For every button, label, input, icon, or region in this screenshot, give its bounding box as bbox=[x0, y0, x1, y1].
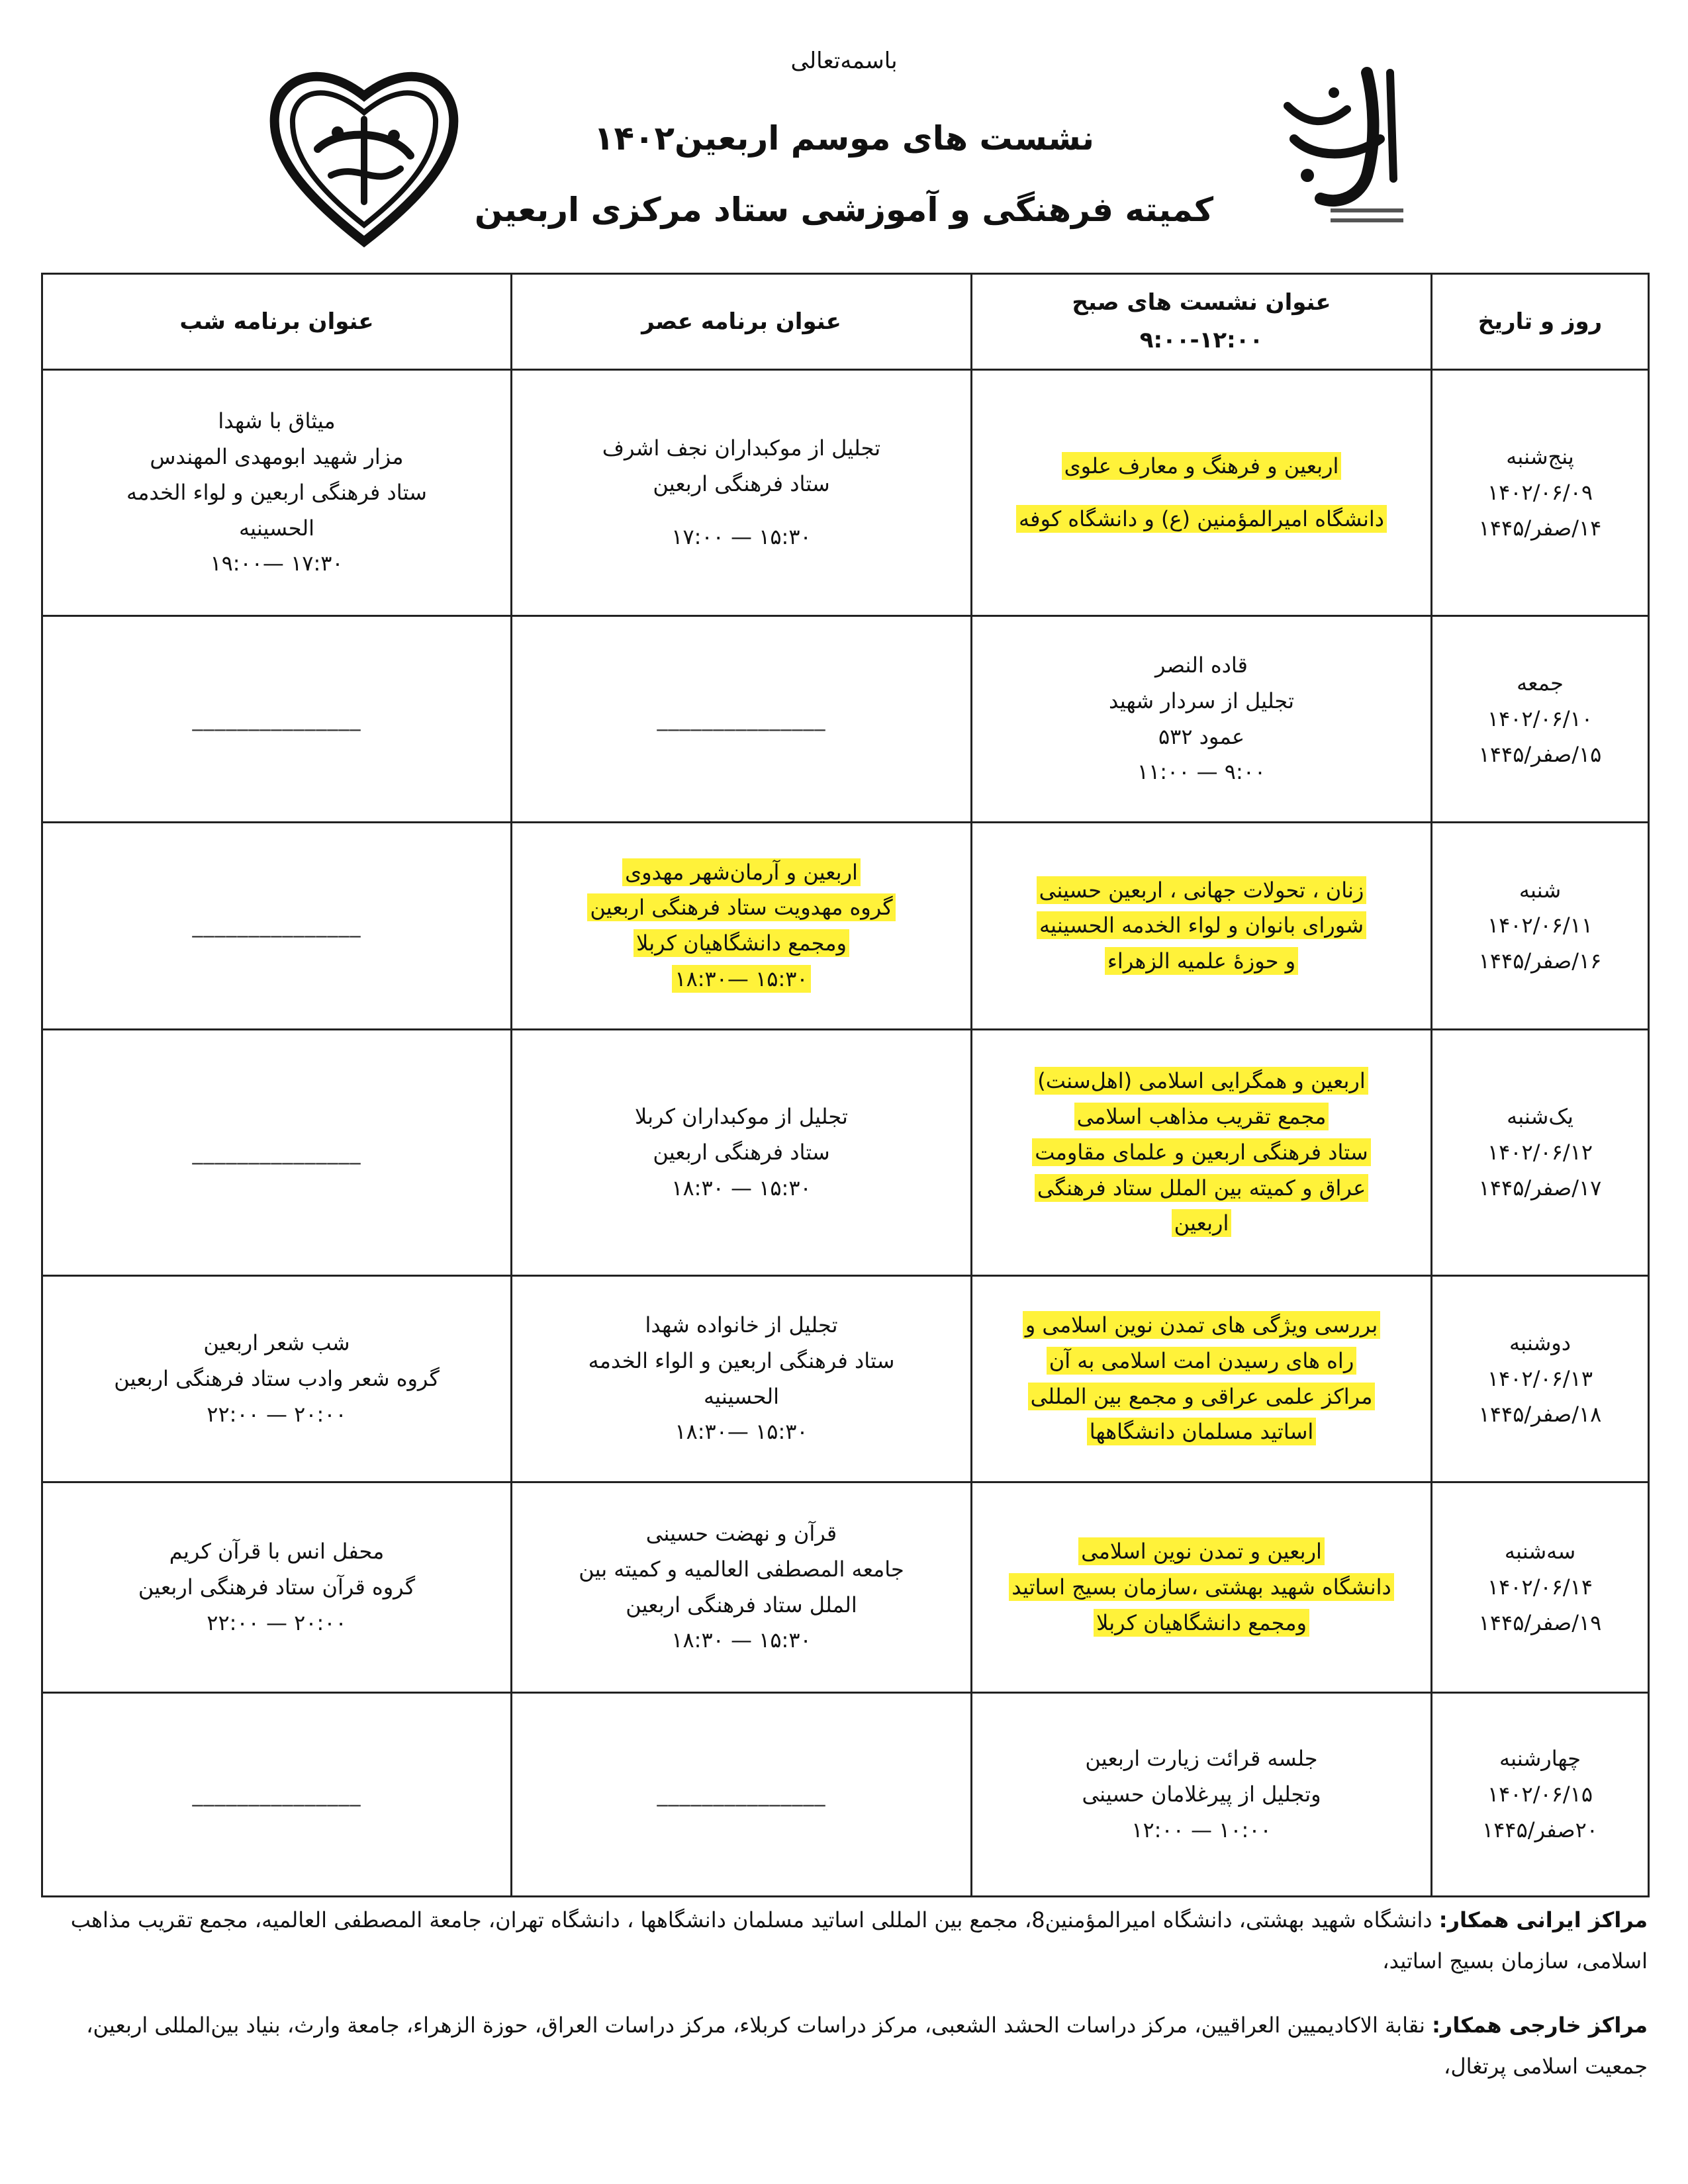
morning-cell bbox=[972, 1030, 1432, 1276]
schedule-table bbox=[41, 273, 1650, 1897]
date-cell bbox=[1432, 370, 1649, 616]
afternoon-cell bbox=[512, 823, 972, 1030]
page-title: نشست های موسم اربعین۱۴۰۲ bbox=[593, 119, 1095, 158]
table-row bbox=[42, 823, 1649, 1030]
morning-line: شورای بانوان و لواء الخدمه الحسینیه bbox=[1037, 911, 1366, 939]
night-line: گروه شعر وادب ستاد فرهنگی اربعین bbox=[114, 1365, 440, 1391]
lunar-date: ۱۷/صفر/۱۴۴۵ bbox=[1478, 1175, 1602, 1201]
morning-line: اربعین و تمدن نوین اسلامی bbox=[1078, 1537, 1325, 1565]
morning-line: اساتید مسلمان دانشگاهها bbox=[1087, 1418, 1317, 1445]
afternoon-line: قرآن و نهضت حسینی bbox=[645, 1521, 837, 1547]
night-time: ۱۷:۳۰ —۱۹:۰۰ bbox=[210, 551, 344, 576]
morning-line: جلسه قرائت زیارت اربعین bbox=[1085, 1746, 1318, 1772]
bismillah: باسمه‌تعالی bbox=[790, 48, 898, 74]
afternoon-line: ستاد فرهنگی اربعین bbox=[653, 1139, 830, 1165]
date-cell bbox=[1432, 1482, 1649, 1693]
afternoon-line: ستاد فرهنگی اربعین bbox=[653, 471, 830, 496]
header-date: روز و تاریخ bbox=[1432, 274, 1649, 370]
morning-cell bbox=[972, 616, 1432, 823]
night-line: شب شعر اربعین bbox=[203, 1330, 350, 1356]
morning-cell bbox=[972, 370, 1432, 616]
day-name: چهارشنبه bbox=[1499, 1746, 1581, 1772]
afternoon-cell bbox=[512, 1693, 972, 1897]
day-name: یک‌شنبه bbox=[1507, 1104, 1573, 1130]
afternoon-line: تجلیل از خانواده شهدا bbox=[645, 1312, 838, 1338]
night-cell bbox=[42, 1482, 512, 1693]
morning-line: بررسی ویژگی های تمدن نوین اسلامی و bbox=[1023, 1311, 1381, 1339]
table-row bbox=[42, 616, 1649, 823]
day-name: سه‌شنبه bbox=[1504, 1539, 1576, 1565]
morning-cell bbox=[972, 1693, 1432, 1897]
solar-date: ۱۴۰۲/۰۶/۱۰ bbox=[1487, 705, 1593, 731]
header-night: عنوان برنامه شب bbox=[42, 274, 512, 370]
night-line: میثاق با شهدا bbox=[218, 408, 336, 434]
day-name: پنج‌شنبه bbox=[1506, 444, 1574, 470]
day-name: دوشنبه bbox=[1509, 1330, 1571, 1356]
table-header-row bbox=[42, 274, 1649, 370]
day-name: جمعه bbox=[1517, 670, 1564, 696]
foreign-partners bbox=[41, 2005, 1648, 2087]
table-row bbox=[42, 370, 1649, 616]
afternoon-time: ۱۵:۳۰ —۱۸:۳۰ bbox=[672, 965, 810, 993]
night-line: ستاد فرهنگی اربعین و لواء الخدمه bbox=[126, 479, 427, 505]
header-morning-title: عنوان نشست های صبح bbox=[1072, 289, 1331, 316]
empty-dash: _______________ bbox=[192, 1781, 361, 1807]
morning-line: عمود ۵۳۲ bbox=[1158, 723, 1245, 749]
afternoon-line: تجلیل از موکبداران کربلا bbox=[635, 1104, 848, 1130]
night-line: مزار شهید ابومهدی المهندس bbox=[150, 444, 404, 470]
morning-line: راه های رسیدن امت اسلامی به آن bbox=[1047, 1347, 1357, 1375]
foreign-partners-label: مراکز خارجی همکار: bbox=[1432, 2012, 1648, 2038]
morning-line: مراکز علمی عراقی و مجمع بین المللی bbox=[1028, 1383, 1376, 1410]
day-name: شنبه bbox=[1519, 877, 1562, 903]
solar-date: ۱۴۰۲/۰۶/۱۲ bbox=[1487, 1139, 1593, 1165]
morning-time: ۱۰:۰۰ — ۱۲:۰۰ bbox=[1131, 1817, 1272, 1843]
afternoon-cell bbox=[512, 1030, 972, 1276]
morning-line: مجمع تقریب مذاهب اسلامی bbox=[1074, 1103, 1329, 1130]
heart-calligraphy-logo bbox=[265, 56, 463, 248]
arbaeen-logo bbox=[1268, 60, 1427, 232]
night-line: محفل انس با قرآن کریم bbox=[169, 1539, 385, 1565]
afternoon-line: تجلیل از موکبداران نجف اشرف bbox=[602, 435, 881, 461]
empty-dash: _______________ bbox=[657, 1781, 826, 1807]
foreign-partners-text: نقابة الاکادیمیین العراقیین، مرکز دراسات الحشد الشعبی، مرکز دراسات کربلاء، مرکز دراسات العراق، حوزة الزهراء، جامعة وارث، بنیاد بین‌المللی اربعین، جمعیت اسلامی پرتغال، bbox=[86, 2012, 1648, 2079]
night-time: ۲۰:۰۰ — ۲۲:۰۰ bbox=[207, 1401, 347, 1427]
night-time: ۲۰:۰۰ — ۲۲:۰۰ bbox=[207, 1610, 347, 1635]
morning-cell bbox=[972, 1482, 1432, 1693]
empty-dash: _______________ bbox=[192, 1139, 361, 1165]
iranian-partners-text: دانشگاه شهید بهشتی، دانشگاه امیرالمؤمنین8، مجمع بین المللی اساتید مسلمان دانشگاهها ، دانشگاه تهران، جامعة المصطفی العالمیه، مجمع تقریب مذاهب اسلامی، سازمان بسیج اساتید، bbox=[70, 1907, 1648, 1974]
date-cell bbox=[1432, 1030, 1649, 1276]
afternoon-time: ۱۵:۳۰ — ۱۸:۳۰ bbox=[671, 1175, 812, 1201]
morning-line: وتجلیل از پیرغلامان حسینی bbox=[1082, 1781, 1321, 1807]
morning-line: قاده النصر bbox=[1155, 653, 1248, 678]
table-row bbox=[42, 1482, 1649, 1693]
night-line: گروه قرآن ستاد فرهنگی اربعین bbox=[138, 1574, 416, 1600]
solar-date: ۱۴۰۲/۰۶/۱۴ bbox=[1487, 1574, 1593, 1600]
empty-dash: _______________ bbox=[192, 913, 361, 938]
night-cell bbox=[42, 1276, 512, 1482]
night-line: الحسینیه bbox=[239, 515, 314, 541]
afternoon-line: اربعین و آرمان‌شهر مهدوی bbox=[622, 858, 861, 886]
afternoon-cell bbox=[512, 1276, 972, 1482]
afternoon-line: ومجمع دانشگاهیان کربلا bbox=[633, 929, 849, 957]
table-row bbox=[42, 1693, 1649, 1897]
morning-line: ستاد فرهنگی اربعین و علمای مقاومت bbox=[1032, 1138, 1370, 1166]
page-subtitle: کمیته فرهنگی و آموزشی ستاد مرکزی اربعین bbox=[474, 191, 1214, 229]
afternoon-time: ۱۵:۳۰ — ۱۷:۰۰ bbox=[671, 523, 812, 549]
afternoon-line: الملل ستاد فرهنگی اربعین bbox=[626, 1592, 857, 1617]
header-afternoon: عنوان برنامه عصر bbox=[512, 274, 972, 370]
table-row bbox=[42, 1276, 1649, 1482]
schedule-body bbox=[42, 370, 1649, 1897]
iranian-partners bbox=[41, 1899, 1648, 1982]
afternoon-time: ۱۵:۳۰ —۱۸:۳۰ bbox=[675, 1419, 808, 1445]
morning-line: اربعین و فرهنگ و معارف علوی bbox=[1062, 452, 1342, 480]
morning-line: اربعین bbox=[1172, 1209, 1232, 1237]
iranian-partners-label: مراکز ایرانی همکار: bbox=[1438, 1907, 1648, 1933]
lunar-date: ۲۰صفر/۱۴۴۵ bbox=[1482, 1817, 1598, 1843]
header-morning-time: ۹:۰۰-۱۲:۰۰ bbox=[1139, 327, 1264, 354]
morning-line: دانشگاه شهید بهشتی ،سازمان بسیج اساتید bbox=[1009, 1573, 1394, 1601]
morning-time: ۹:۰۰ — ۱۱:۰۰ bbox=[1137, 759, 1266, 785]
solar-date: ۱۴۰۲/۰۶/۱۱ bbox=[1487, 913, 1593, 938]
date-cell bbox=[1432, 1693, 1649, 1897]
afternoon-line: جامعه المصطفی العالمیه و کمیته بین bbox=[579, 1556, 904, 1582]
night-cell bbox=[42, 616, 512, 823]
lunar-date: ۱۶/صفر/۱۴۴۵ bbox=[1478, 948, 1602, 974]
lunar-date: ۱۸/صفر/۱۴۴۵ bbox=[1478, 1401, 1602, 1427]
morning-line: تجلیل از سردار شهید bbox=[1109, 688, 1294, 713]
lunar-date: ۱۵/صفر/۱۴۴۵ bbox=[1478, 741, 1602, 767]
lunar-date: ۱۴/صفر/۱۴۴۵ bbox=[1478, 515, 1602, 541]
night-cell bbox=[42, 370, 512, 616]
table-row bbox=[42, 1030, 1649, 1276]
afternoon-cell bbox=[512, 370, 972, 616]
morning-line: عراق و کمیته بین الملل ستاد فرهنگی bbox=[1035, 1174, 1368, 1202]
night-cell bbox=[42, 1693, 512, 1897]
afternoon-line: ستاد فرهنگی اربعین و الواء الخدمه bbox=[588, 1347, 895, 1373]
date-cell bbox=[1432, 823, 1649, 1030]
solar-date: ۱۴۰۲/۰۶/۰۹ bbox=[1487, 479, 1593, 505]
morning-line: زنان ، تحولات جهانی ، اربعین حسینی bbox=[1037, 876, 1367, 904]
empty-dash: _______________ bbox=[192, 705, 361, 731]
afternoon-line: الحسینیه bbox=[704, 1383, 779, 1409]
header-morning bbox=[972, 274, 1432, 370]
morning-line: و حوزهٔ علمیه الزهراء bbox=[1105, 947, 1298, 975]
solar-date: ۱۴۰۲/۰۶/۱۳ bbox=[1487, 1365, 1593, 1391]
date-cell bbox=[1432, 1276, 1649, 1482]
partner-notes bbox=[41, 1899, 1648, 2110]
morning-line: ومجمع دانشگاهیان کربلا bbox=[1094, 1609, 1309, 1637]
night-cell bbox=[42, 823, 512, 1030]
morning-cell bbox=[972, 823, 1432, 1030]
empty-dash: _______________ bbox=[657, 705, 826, 731]
lunar-date: ۱۹/صفر/۱۴۴۵ bbox=[1478, 1610, 1602, 1635]
morning-line: اربعین و همگرایی اسلامی (اهل‌سنت) bbox=[1035, 1067, 1368, 1095]
night-cell bbox=[42, 1030, 512, 1276]
afternoon-time: ۱۵:۳۰ — ۱۸:۳۰ bbox=[671, 1627, 812, 1653]
morning-cell bbox=[972, 1276, 1432, 1482]
afternoon-line: گروه مهدویت ستاد فرهنگی اربعین bbox=[587, 893, 895, 921]
afternoon-cell bbox=[512, 1482, 972, 1693]
morning-line: دانشگاه امیرالمؤمنین (ع) و دانشگاه کوفه bbox=[1016, 505, 1387, 533]
date-cell bbox=[1432, 616, 1649, 823]
afternoon-cell bbox=[512, 616, 972, 823]
solar-date: ۱۴۰۲/۰۶/۱۵ bbox=[1487, 1781, 1593, 1807]
